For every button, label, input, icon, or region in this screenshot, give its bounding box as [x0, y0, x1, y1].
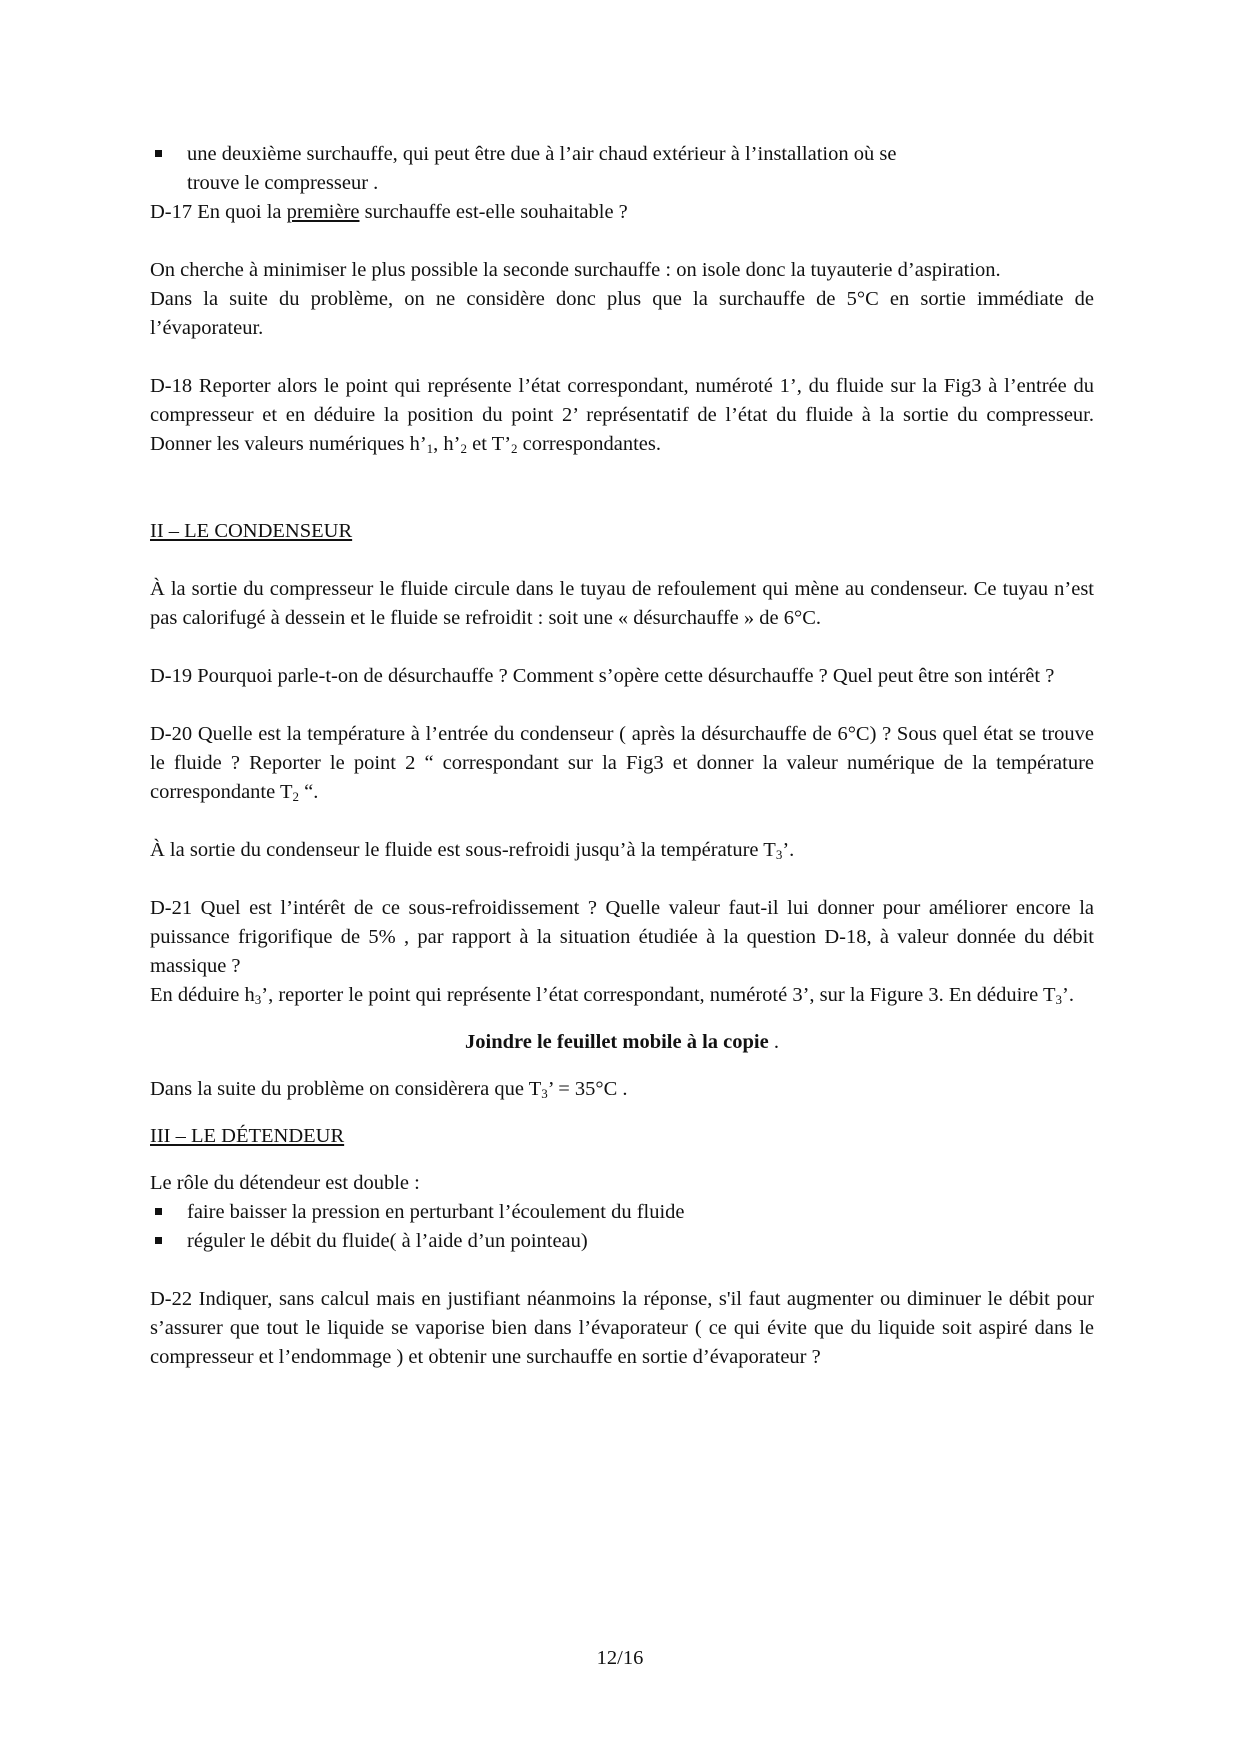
question-d21: D-21 Quel est l’intérêt de ce sous-refroidissement ? Quelle valeur faut-il lui donner pour améliorer encore la puissance frigorifique de 5% , par rapport à la situation étudiée à la question D-18, à valeur donnée du débit massique ?: [150, 897, 1094, 977]
question-d19: D-19 Pourquoi parle-t-on de désurchauffe ? Comment s’opère cette désurchauffe ? Quel peut être son intérêt ?: [150, 665, 1055, 687]
bullet-square-icon: [155, 1237, 162, 1244]
paragraph-minimiser: On cherche à minimiser le plus possible la seconde surchauffe : on isole donc la tuyauterie d’aspiration.: [150, 259, 1001, 281]
paragraph-en-deduire: En déduire $h_3$’, reporter le point qui représente l’état correspondant, numéroté 3’, sur la Figure 3. En déduire $T_3$’.: [150, 984, 1074, 1007]
bullet-item-pression: [150, 1198, 1094, 1227]
paragraph-suite: Dans la suite du problème, on ne considère donc plus que la surchauffe de 5°C en sortie immédiate de l’évaporateur.: [150, 288, 1094, 339]
bullet-text: réguler le débit du fluide( à l’aide d’un pointeau): [187, 1230, 588, 1252]
paragraph-condenseur: À la sortie du compresseur le fluide circule dans le tuyau de refoulement qui mène au condenseur. Ce tuyau n’est pas calorifugé à dessein et le fluide se refroidit : soit une « désurchauffe » de 6°C.: [150, 578, 1094, 629]
instruction-joindre: Joindre le feuillet mobile à la copie .: [465, 1031, 779, 1053]
bullet-item-debit: [150, 1227, 1094, 1256]
bullet-text-cont: trouve le compresseur .: [187, 172, 379, 194]
bullet-square-icon: [155, 150, 162, 157]
paragraph-considerera: Dans la suite du problème on considèrera que $T_3$’ = 35°C .: [150, 1078, 628, 1101]
document-page: [150, 140, 1094, 1372]
section-heading-condenseur: II – LE CONDENSEUR: [150, 520, 353, 542]
question-d22: D-22 Indiquer, sans calcul mais en justifiant néanmoins la réponse, s'il faut augmenter ou diminuer le débit pour s’assurer que tout le liquide se vaporise bien dans l’évaporateur ( ce qui évite que du liquide soit aspiré dans le compresseur et l’endommage ) et obtenir une surchauffe en sortie d’évaporateur ?: [150, 1288, 1094, 1368]
question-d20: D-20 Quelle est la température à l’entrée du condenseur ( après la désurchauffe de 6°C) ? Sous quel état se trouve le fluide ? Reporter le point 2 “ correspondant sur la Fig3 et donner la valeur numérique de la température correspondante $T_2$ “.: [150, 723, 1094, 804]
paragraph-role: Le rôle du détendeur est double :: [150, 1172, 420, 1194]
bullet-item-deuxieme-surchauffe: [150, 140, 1094, 198]
paragraph-sortie-condenseur: À la sortie du condenseur le fluide est sous-refroidi jusqu’à la température $T_3$’.: [150, 839, 795, 862]
bullet-square-icon: [155, 1208, 162, 1215]
section-heading-detendeur: III – LE DÉTENDEUR: [150, 1125, 345, 1147]
question-d18: D-18 Reporter alors le point qui représente l’état correspondant, numéroté 1’, du fluide sur la Fig3 à l’entrée du compresseur et en déduire la position du point 2’ représentatif de l’état du fluide à la sortie du compresseur. Donner les valeurs numériques $h’_1$, $h’_2$ et $T’_2$ correspondantes.: [150, 375, 1094, 456]
bullet-text: une deuxième surchauffe, qui peut être due à l’air chaud extérieur à l’installation où se: [187, 143, 897, 165]
underlined-word: première: [286, 201, 360, 223]
page-number: 12/16: [596, 1647, 644, 1669]
question-d17: D-17 En quoi la première surchauffe est-elle souhaitable ?: [150, 201, 628, 223]
bullet-text: faire baisser la pression en perturbant l’écoulement du fluide: [187, 1201, 685, 1223]
